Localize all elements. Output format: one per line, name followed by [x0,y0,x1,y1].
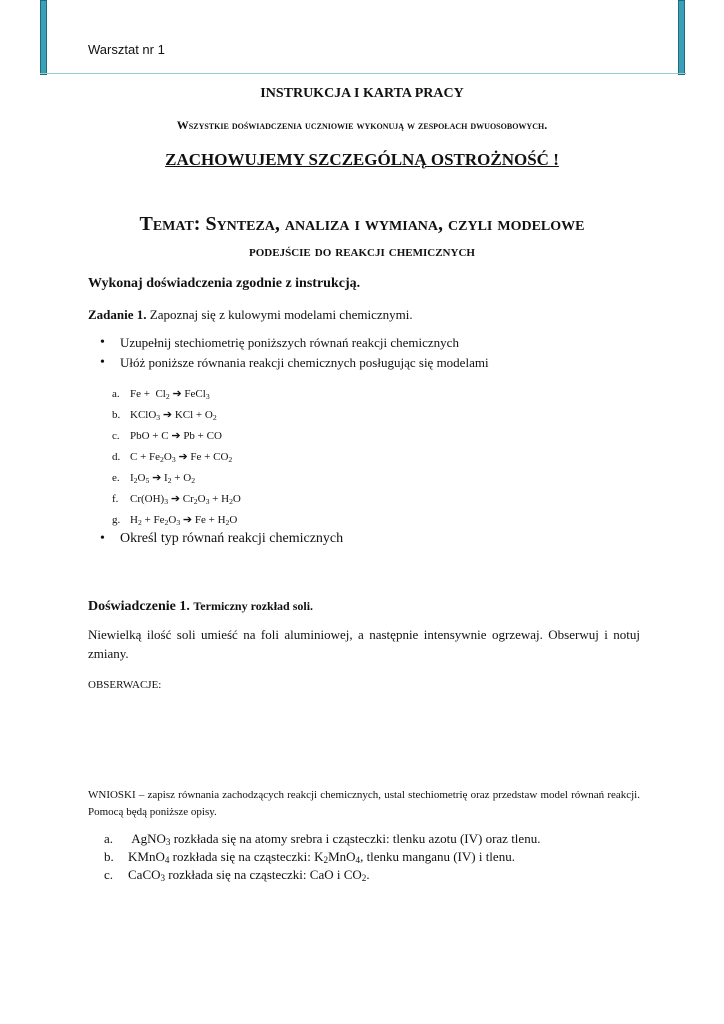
reaction-b: b. KMnO$_4$ rozkłada się na cząsteczki: $K_2MnO_4$, tlenku manganu (IV) i tlenu. [104,849,515,865]
equation-e: e. $I_2O_5$ ➔ $I_2 + O_2$ [112,472,196,485]
list-item: • Ułóż poniższe równania reakcji chemicznych posługując się modelami [100,353,489,373]
reaction-descriptions [104,830,540,884]
equation-g: g. $H_2 + Fe_2O_3$ ➔ $Fe + H_2O$ [112,514,238,527]
task-1-bullets [100,333,489,373]
experiment-1-title: Termiczny rozkład soli. [193,599,314,613]
equation-b: b. KClO$_3$ ➔ KCl + $O_2$ [112,409,217,422]
header-label: Warsztat nr 1 [88,42,165,57]
document-title: INSTRUKCJA I KARTA PRACY [260,86,464,101]
safety-warning: ZACHOWUJEMY SZCZEGÓLNĄ OSTROŻNOŚĆ ! [165,150,559,169]
left-margin-bar [40,0,47,75]
document-subtitle: Wszystkie doświadczenia uczniowie wykonują w zespołach dwuosobowych. [176,118,548,132]
list-item: • Uzupełnij stechiometrię poniższych równań reakcji chemicznych [100,333,489,353]
topic-heading [0,210,724,266]
conclusions-label: WNIOSKI – zapisz równania zachodzących reakcji chemicznych, ustal stechiometrię oraz przedstaw model równań reakcji. Pomocą będą poniższe opisy. [88,789,640,818]
topic-line-1: Temat: Synteza, analiza i wymiana, czyli modelowe [139,213,585,235]
reaction-c: c. CaCO$_3$ rozkłada się na cząsteczki: CaO i $CO_2$. [104,867,370,883]
topic-line-2: podejście do reakcji chemicznych [249,243,475,260]
experiment-1-label: Doświadczenie 1. [88,599,190,614]
equation-f: f. $Cr(OH)_3$ ➔ $Cr_2O_3 + H_2O$ [112,493,241,506]
final-bullet: • Określ typ równań reakcji chemicznych [100,531,343,547]
equation-a: a. $Fe + Cl_2$ ➔ FeCl$_3$ [112,388,210,401]
equation-list [112,384,241,531]
right-margin-bar [678,0,685,75]
intro-instruction: Wykonaj doświadczenia zgodnie z instrukcją. [88,276,361,291]
experiment-1-instructions: Niewielką ilość soli umieść na foli aluminiowej, a następnie intensywnie ogrzewaj. Obserwuj i notuj zmiany. [88,627,640,661]
task-1-text: Zapoznaj się z kulowymi modelami chemicznymi. [149,307,413,322]
task-1 [88,305,640,324]
equation-c: c. PbO + C ➔ Pb + CO [112,430,222,442]
header-divider [40,73,686,74]
task-1-label: Zadanie 1. [88,307,147,322]
experiment-1-heading [88,597,640,616]
equation-d: d. $C + Fe_2O_3$ ➔ $Fe + CO_2$ [112,451,233,464]
observations-label: OBSERWACJE: [88,679,162,691]
reaction-a: a. AgNO$_3$ rozkłada się na atomy srebra i cząsteczki: tlenku azotu (IV) oraz tlenu. [104,831,541,847]
